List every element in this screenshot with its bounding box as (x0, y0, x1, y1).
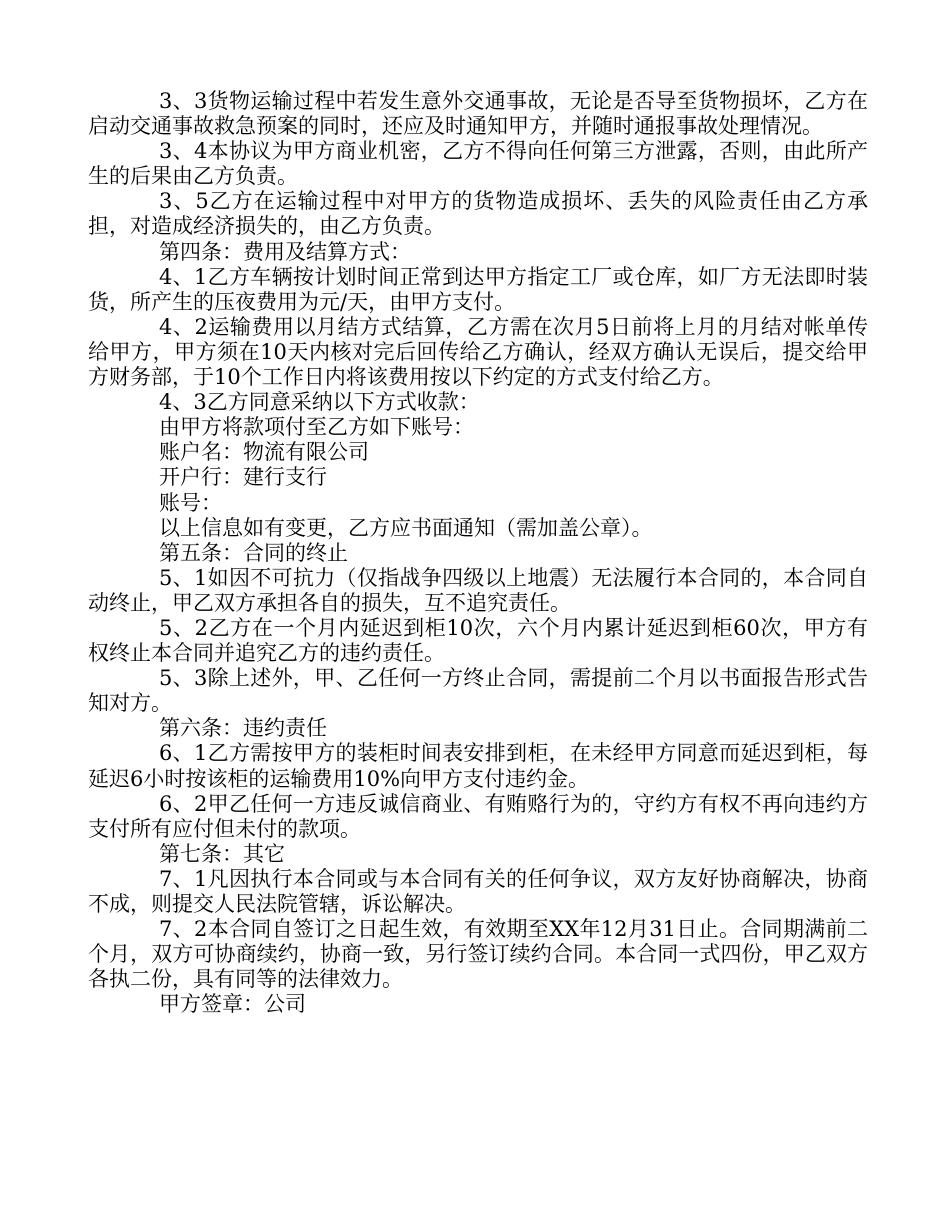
article-6-heading: 第六条：违约责任 (159, 716, 327, 741)
clause-7-2: 7、2本合同自签订之日起生效，有效期至XX年12月31日止。合同期满前二个月，双方可协商续约，协商一致，另行签订续约合同。本合同一式四份，甲乙双方各执二份，具有同等的法律效力。 (88, 917, 868, 992)
clause-6-2: 6、2甲乙任何一方违反诚信商业、有贿赂行为的，守约方有权不再向违约方支付所有应付但未付的款项。 (88, 791, 868, 841)
party-a-signature: 甲方签章：公司 (159, 992, 306, 1017)
clause-5-2: 5、2乙方在一个月内延迟到柜10次，六个月内累计延迟到柜60次，甲方有权终止本合同并追究乙方的违约责任。 (88, 615, 868, 666)
clause-3-4: 3、4本协议为甲方商业机密，乙方不得向任何第三方泄露，否则，由此所产生的后果由乙方负责。 (88, 139, 868, 189)
clause-3-5: 3、5乙方在运输过程中对甲方的货物造成损坏、丢失的风险责任由乙方承担，对造成经济损失的，由乙方负责。 (88, 189, 868, 239)
clause-4-3: 4、3乙方同意采纳以下方式收款： (159, 390, 480, 415)
clause-3-3: 3、3货物运输过程中若发生意外交通事故，无论是否导至货物损坏，乙方在启动交通事故救急预案的同时，还应及时通知甲方，并随时通报事故处理情况。 (88, 89, 868, 139)
change-notice: 以上信息如有变更，乙方应书面通知（需加盖公章）。 (159, 515, 653, 540)
clause-4-2: 4、2运输费用以月结方式结算，乙方需在次月5日前将上月的月结对帐单传给甲方，甲方须在10天内核对完后回传给乙方确认，经双方确认无误后，提交给甲方财务部，于10个工作日内将该费用按以下约定的方式支付给乙方。 (88, 314, 868, 390)
clause-6-1: 6、1乙方需按甲方的装柜时间表安排到柜，在未经甲方同意而延迟到柜，每延迟6小时按该柜的运输费用10%向甲方支付违约金。 (88, 741, 868, 791)
account-number: 账号： (159, 490, 222, 515)
clause-7-1: 7、1凡因执行本合同或与本合同有关的任何争议，双方友好协商解决，协商不成，则提交人民法院管辖，诉讼解决。 (88, 866, 868, 916)
account-name: 账户名：物流有限公司 (159, 440, 369, 465)
clause-4-1: 4、1乙方车辆按计划时间正常到达甲方指定工厂或仓库，如厂方无法即时装货，所产生的压夜费用为元/天，由甲方支付。 (88, 264, 868, 314)
article-7-heading: 第七条：其它 (159, 841, 285, 866)
document-body (88, 89, 868, 1017)
article-5-heading: 第五条：合同的终止 (159, 540, 348, 565)
clause-5-1: 5、1如因不可抗力（仅指战争四级以上地震）无法履行本合同的，本合同自动终止，甲乙双方承担各自的损失，互不追究责任。 (88, 565, 868, 615)
bank-branch: 开户行：建行支行 (159, 465, 327, 490)
article-4-heading: 第四条：费用及结算方式： (159, 239, 411, 264)
clause-5-3: 5、3除上述外，甲、乙任何一方终止合同，需提前二个月以书面报告形式告知对方。 (88, 666, 868, 716)
payment-account-intro: 由甲方将款项付至乙方如下账号： (159, 415, 474, 440)
